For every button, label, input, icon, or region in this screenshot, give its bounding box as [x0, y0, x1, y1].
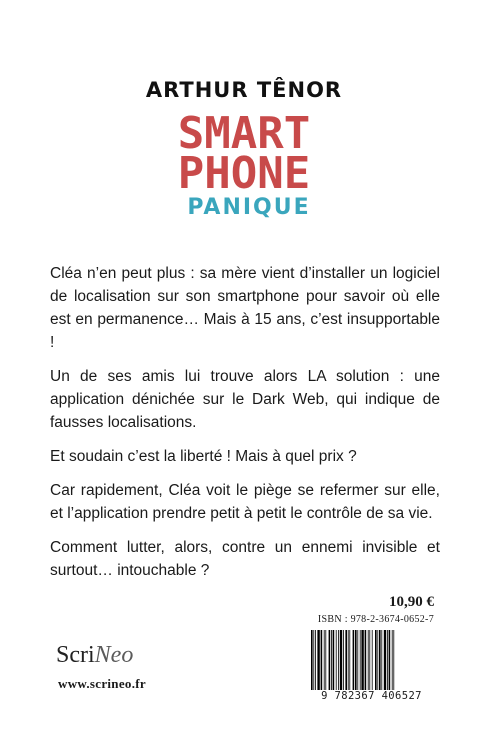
author-name: ARTHUR TÊNOR [145, 78, 343, 102]
publisher-logo-scri: Scri [56, 642, 95, 668]
title-line-phone: PHONE [177, 148, 311, 199]
price-label: 10,90 € [389, 594, 434, 610]
publisher-logo-neo: Neo [94, 642, 134, 668]
barcode-digits: 9 782367 406527 [309, 690, 434, 702]
barcode [309, 630, 434, 702]
blurb-paragraph: Et soudain c’est la liberté ! Mais à quel prix ? [50, 448, 357, 465]
blurb-text [50, 262, 440, 593]
blurb-paragraph: Cléa n’en peut plus : sa mère vient d’installer un logiciel de localisation sur son smartphone pour savoir où elle est en permanence… Mais à 15 ans, c’est insupportable ! [50, 265, 440, 351]
publisher-logo [56, 642, 133, 669]
publisher-website: www.scrineo.fr [58, 676, 146, 691]
isbn-label: ISBN : 978-2-3674-0652-7 [317, 614, 434, 625]
blurb-paragraph: Un de ses amis lui trouve alors LA solution : une application dénichée sur le Dark Web, qui indique de fausses localisations. [50, 368, 440, 431]
blurb-paragraph: Comment lutter, alors, contre un ennemi invisible et surtout… intouchable ? [50, 539, 440, 579]
book-title [0, 108, 488, 220]
title-line-panique: PANIQUE [187, 195, 311, 220]
blurb-paragraph: Car rapidement, Cléa voit le piège se refermer sur elle, et l’application prendre petit à petit le contrôle de sa vie. [50, 482, 440, 522]
barcode-bars [309, 630, 434, 692]
title-line-smart: SMART [177, 108, 311, 159]
